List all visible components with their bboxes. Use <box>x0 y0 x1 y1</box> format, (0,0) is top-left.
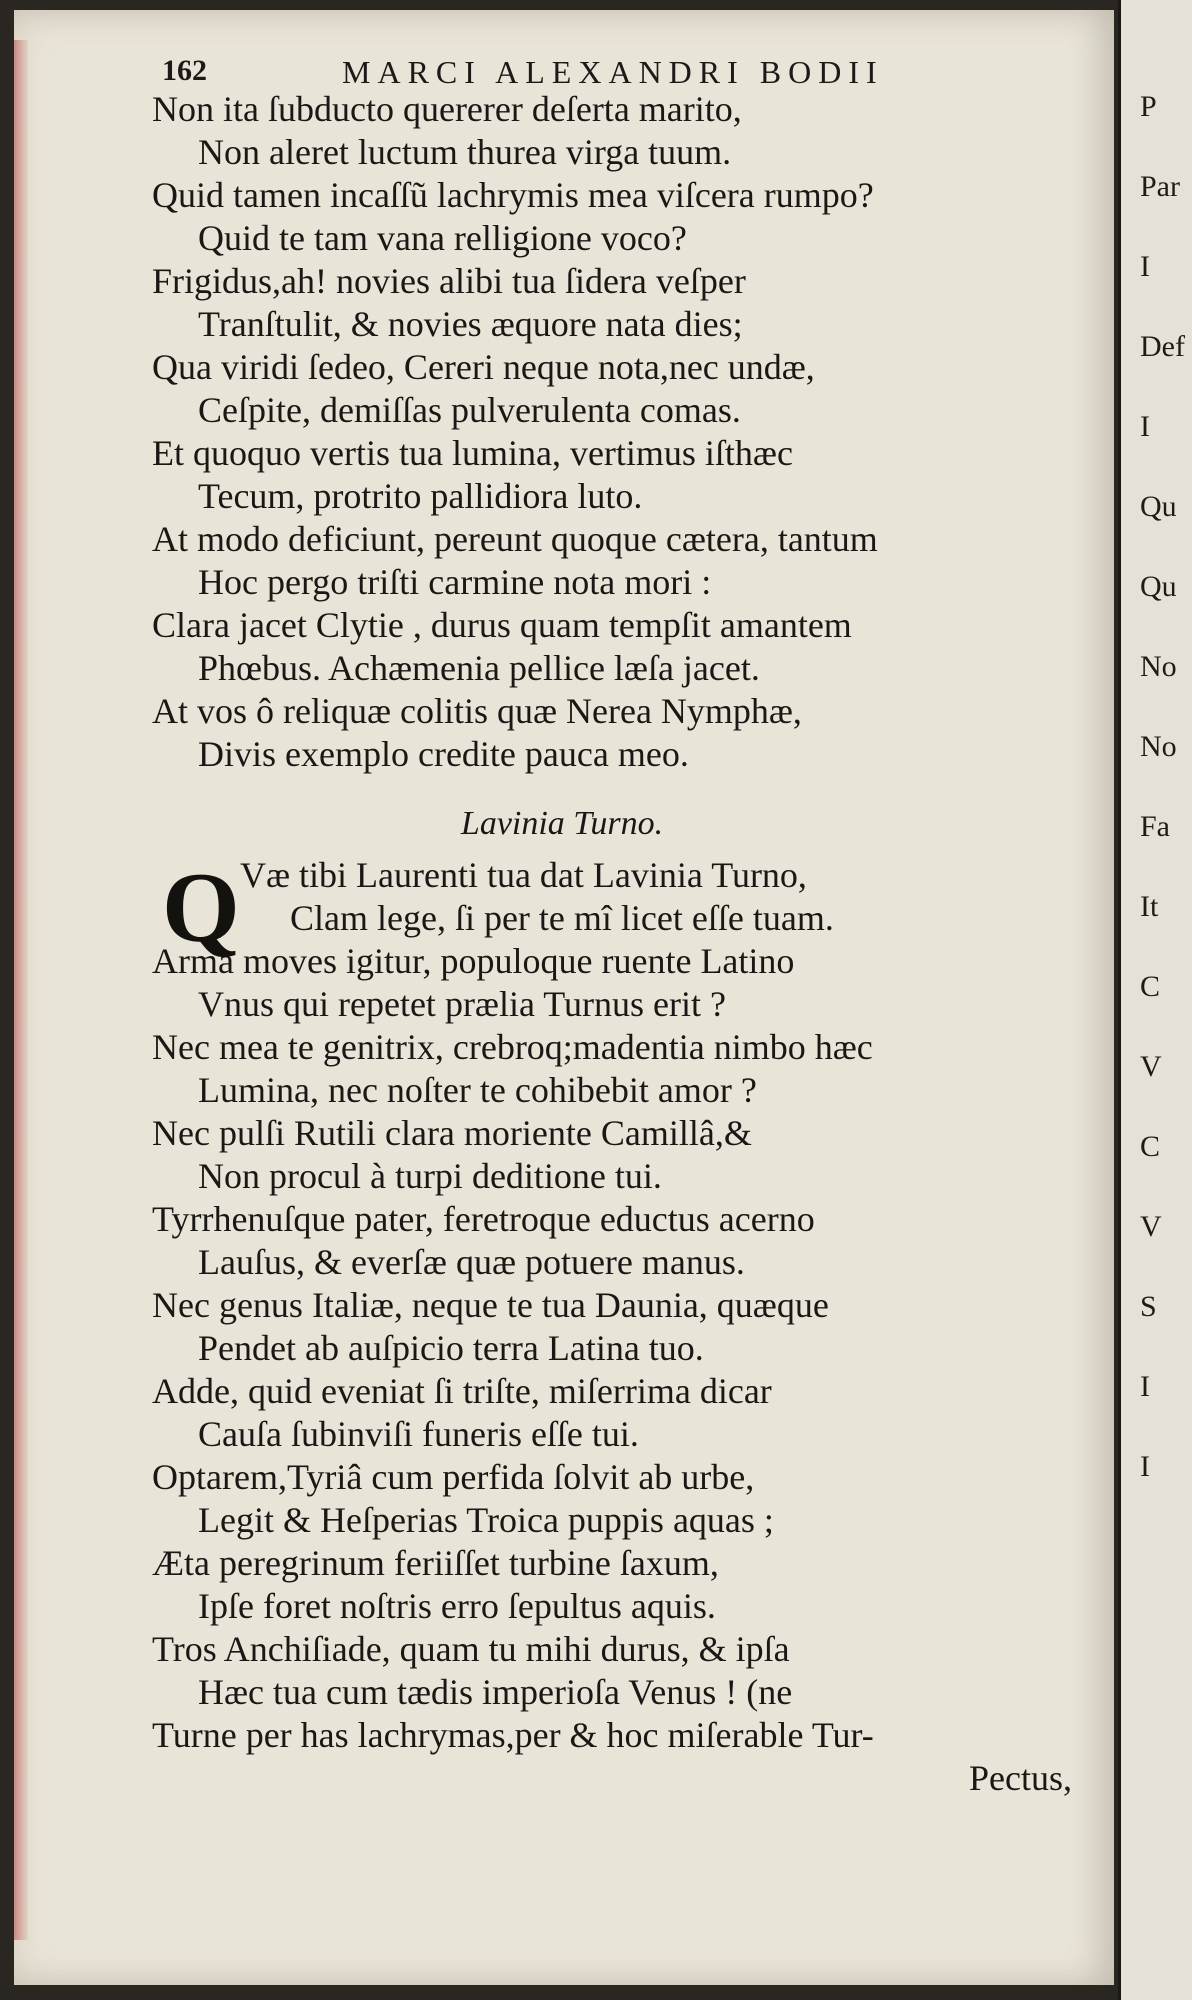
verse-line: Lumina, nec noſter te cohibebit amor ? <box>198 1070 757 1110</box>
verse-line: Non aleret luctum thurea virga tuum. <box>198 132 732 172</box>
facing-page-fragment: I <box>1140 410 1150 443</box>
facing-page-fragment: It <box>1140 890 1159 923</box>
verse-line: Optarem,Tyriâ cum perfida ſolvit ab urbe, <box>152 1457 755 1497</box>
verse-line: Lauſus, & everſæ quæ potuere manus. <box>198 1242 745 1282</box>
facing-page-fragment: No <box>1140 650 1177 683</box>
verse-line: Hæc tua cum tædis imperioſa Venus ! (ne <box>198 1672 793 1712</box>
page-number: 162 <box>162 54 207 87</box>
verse-line: Nec pulſi Rutili clara moriente Camillâ,& <box>152 1113 752 1153</box>
section-heading: Lavinia Turno. <box>460 805 664 842</box>
facing-page-fragment: S <box>1140 1290 1157 1323</box>
verse-line: Cauſa ſubinviſi funeris eſſe tui. <box>198 1414 639 1454</box>
verse-line: Ipſe foret noſtris erro ſepultus aquis. <box>198 1586 716 1626</box>
verse-line: Phœbus. Achæmenia pellice læſa jacet. <box>198 648 760 688</box>
running-title: MARCI ALEXANDRI BODII <box>342 54 884 90</box>
verse-line: At vos ô reliquæ colitis quæ Nerea Nymphæ, <box>152 691 802 731</box>
catchword: Pectus, <box>969 1758 1072 1798</box>
verse-line: Legit & Heſperias Troica puppis aquas ; <box>198 1500 774 1540</box>
poem-clytie-ending <box>152 88 1092 776</box>
verse-line: Tranſtulit, & novies æquore nata dies; <box>198 304 743 344</box>
facing-page-fragment: P <box>1140 90 1157 123</box>
verse-line: Vnus qui repetet prælia Turnus erit ? <box>198 984 726 1024</box>
page-edge-stain <box>14 40 28 1940</box>
verse-line: Divis exemplo credite pauca meo. <box>198 734 689 774</box>
left-page <box>14 10 1114 1985</box>
verse-line: Pendet ab auſpicio terra Latina tuo. <box>198 1328 704 1368</box>
facing-page-fragment: C <box>1140 1130 1161 1163</box>
facing-page-fragment: Fa <box>1140 810 1170 843</box>
facing-page-fragment: No <box>1140 730 1177 763</box>
verse-line: Tecum, protrito pallidiora luto. <box>198 476 643 516</box>
verse-line: At modo deficiunt, pereunt quoque cætera, tantum <box>152 519 878 559</box>
drop-cap-letter: Q <box>162 852 240 963</box>
verse-line: Turne per has lachrymas,per & hoc miſerable Tur- <box>152 1715 874 1755</box>
verse-line: Non ita ſubducto quererer deſerta marito, <box>152 89 742 129</box>
facing-page-fragment: Def <box>1140 330 1185 363</box>
verse-line: Quid te tam vana relligione voco? <box>198 218 687 258</box>
verse-line: Qua viridi ſedeo, Cereri neque nota,nec undæ, <box>152 347 815 387</box>
facing-page-fragment: Qu <box>1140 490 1177 523</box>
verse-line: Quid tamen incaſſũ lachrymis mea viſcera rumpo? <box>152 175 874 215</box>
facing-page-fragments <box>1140 90 1190 1530</box>
verse-line: Ceſpite, demiſſas pulverulenta comas. <box>198 390 741 430</box>
verse-line: Clam lege, ſi per te mî licet eſſe tuam. <box>290 898 834 938</box>
verse-line: Arma moves igitur, populoque ruente Latino <box>152 941 795 981</box>
facing-page-fragment: I <box>1140 1370 1150 1403</box>
verse-line: Non procul à turpi deditione tui. <box>198 1156 662 1196</box>
verse-line: Adde, quid eveniat ſi triſte, miſerrima dicar <box>152 1371 772 1411</box>
facing-page-fragment: Par <box>1140 170 1180 203</box>
facing-page-fragment: V <box>1140 1050 1162 1083</box>
verse-line: Frigidus,ah! novies alibi tua ſidera veſper <box>152 261 746 301</box>
facing-page-fragment: I <box>1140 250 1150 283</box>
verse-line: Nec mea te genitrix, crebroq;madentia nimbo hæc <box>152 1027 873 1067</box>
facing-page-fragment: V <box>1140 1210 1162 1243</box>
verse-line: Væ tibi Laurenti tua dat Lavinia Turno, <box>240 855 807 895</box>
verse-line: Nec genus Italiæ, neque te tua Daunia, quæque <box>152 1285 829 1325</box>
verse-line: Et quoquo vertis tua lumina, vertimus iſthæc <box>152 433 793 473</box>
facing-page-fragment: I <box>1140 1450 1150 1483</box>
facing-page-fragment: C <box>1140 970 1161 1003</box>
verse-line: Clara jacet Clytie , durus quam tempſit amantem <box>152 605 852 645</box>
verse-line: Tros Anchiſiade, quam tu mihi durus, & ipſa <box>152 1629 790 1669</box>
verse-line: Tyrrhenuſque pater, feretroque eductus acerno <box>152 1199 815 1239</box>
verse-line: Hoc pergo triſti carmine nota mori : <box>198 562 712 602</box>
verse-line: Æta peregrinum feriiſſet turbine ſaxum, <box>152 1543 719 1583</box>
facing-page-fragment: Qu <box>1140 570 1177 603</box>
poem-text <box>152 88 1092 1800</box>
poem-lavinia-turno <box>152 940 1092 1757</box>
